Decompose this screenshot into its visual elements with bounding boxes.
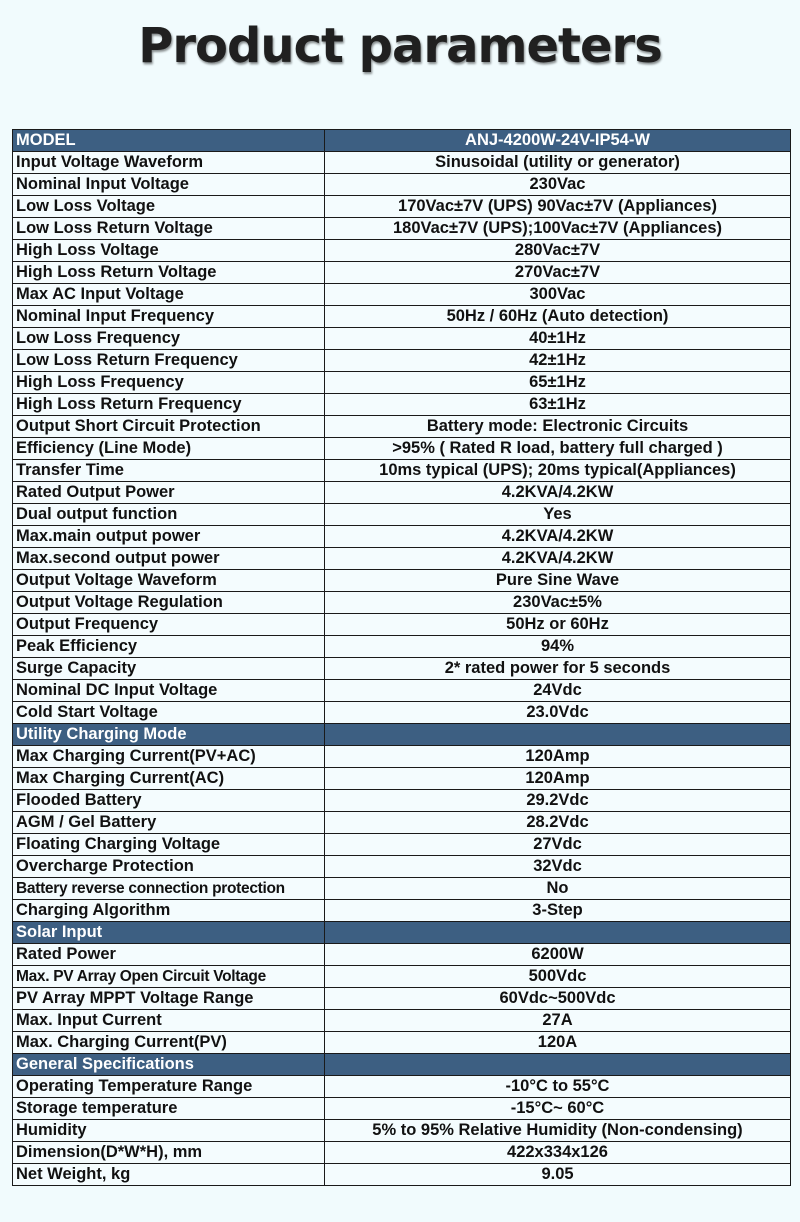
parameter-row [13, 262, 791, 284]
parameter-value: 500Vdc [325, 966, 791, 988]
parameter-row [13, 790, 791, 812]
parameter-row [13, 240, 791, 262]
parameter-value: -15°C~ 60°C [325, 1098, 791, 1120]
parameter-value: 4.2KVA/4.2KW [325, 526, 791, 548]
parameter-value: 40±1Hz [325, 328, 791, 350]
section-header-row [13, 922, 791, 944]
section-heading: Utility Charging Mode [13, 724, 325, 746]
parameter-value: Battery mode: Electronic Circuits [325, 416, 791, 438]
parameter-label: Efficiency (Line Mode) [13, 438, 325, 460]
parameter-row [13, 482, 791, 504]
parameter-label: High Loss Voltage [13, 240, 325, 262]
parameter-label: Peak Efficiency [13, 636, 325, 658]
parameter-row [13, 328, 791, 350]
page-title: Product parameters [138, 18, 662, 74]
parameter-label: High Loss Return Voltage [13, 262, 325, 284]
parameter-value: 23.0Vdc [325, 702, 791, 724]
parameter-value: No [325, 878, 791, 900]
parameter-value: Pure Sine Wave [325, 570, 791, 592]
parameter-value: 120Amp [325, 768, 791, 790]
parameter-value: 94% [325, 636, 791, 658]
parameter-row [13, 768, 791, 790]
parameter-value: 4.2KVA/4.2KW [325, 482, 791, 504]
parameter-row [13, 680, 791, 702]
parameter-value: 180Vac±7V (UPS);100Vac±7V (Appliances) [325, 218, 791, 240]
parameter-row [13, 196, 791, 218]
parameter-row [13, 658, 791, 680]
parameter-row [13, 1076, 791, 1098]
parameter-value: 27Vdc [325, 834, 791, 856]
parameter-label: Max.second output power [13, 548, 325, 570]
parameter-label: High Loss Frequency [13, 372, 325, 394]
parameter-value: 63±1Hz [325, 394, 791, 416]
parameter-label: Max Charging Current(AC) [13, 768, 325, 790]
model-value: ANJ-4200W-24V-IP54-W [325, 130, 791, 152]
parameter-value: >95% ( Rated R load, battery full charged ) [325, 438, 791, 460]
parameter-row [13, 592, 791, 614]
parameter-row [13, 1098, 791, 1120]
parameter-value: 300Vac [325, 284, 791, 306]
parameter-row [13, 1120, 791, 1142]
parameter-value: 50Hz / 60Hz (Auto detection) [325, 306, 791, 328]
parameter-value: -10°C to 55°C [325, 1076, 791, 1098]
parameter-value: 5% to 95% Relative Humidity (Non-condensing) [325, 1120, 791, 1142]
parameter-row [13, 372, 791, 394]
parameter-label: Storage temperature [13, 1098, 325, 1120]
parameter-label: Output Short Circuit Protection [13, 416, 325, 438]
parameter-value: 230Vac±5% [325, 592, 791, 614]
parameter-label: Low Loss Return Voltage [13, 218, 325, 240]
parameter-label: Output Voltage Regulation [13, 592, 325, 614]
parameter-row [13, 636, 791, 658]
parameter-row [13, 856, 791, 878]
parameter-value: 50Hz or 60Hz [325, 614, 791, 636]
parameter-value: 24Vdc [325, 680, 791, 702]
parameter-label: Output Voltage Waveform [13, 570, 325, 592]
parameter-value: 9.05 [325, 1164, 791, 1186]
parameter-label: Cold Start Voltage [13, 702, 325, 724]
parameter-row [13, 1142, 791, 1164]
parameter-value: Yes [325, 504, 791, 526]
parameter-value: Sinusoidal (utility or generator) [325, 152, 791, 174]
parameter-label: Transfer Time [13, 460, 325, 482]
parameter-row [13, 746, 791, 768]
parameter-value: 42±1Hz [325, 350, 791, 372]
parameter-row [13, 504, 791, 526]
parameter-value: 60Vdc~500Vdc [325, 988, 791, 1010]
parameter-label: Nominal Input Frequency [13, 306, 325, 328]
section-heading: General Specifications [13, 1054, 325, 1076]
parameter-value: 65±1Hz [325, 372, 791, 394]
parameter-label: Low Loss Return Frequency [13, 350, 325, 372]
parameter-label: Max. Input Current [13, 1010, 325, 1032]
section-header-row [13, 1054, 791, 1076]
parameter-row [13, 548, 791, 570]
parameter-label: PV Array MPPT Voltage Range [13, 988, 325, 1010]
parameter-row [13, 570, 791, 592]
parameter-row [13, 1010, 791, 1032]
parameter-row [13, 284, 791, 306]
parameter-row [13, 614, 791, 636]
parameter-value: 280Vac±7V [325, 240, 791, 262]
parameter-value: 3-Step [325, 900, 791, 922]
parameter-value: 29.2Vdc [325, 790, 791, 812]
parameter-row [13, 988, 791, 1010]
parameter-value: 170Vac±7V (UPS) 90Vac±7V (Appliances) [325, 196, 791, 218]
parameter-row [13, 702, 791, 724]
parameter-label: Humidity [13, 1120, 325, 1142]
parameter-label: Rated Power [13, 944, 325, 966]
parameter-value: 230Vac [325, 174, 791, 196]
parameter-value: 28.2Vdc [325, 812, 791, 834]
parameter-value: 422x334x126 [325, 1142, 791, 1164]
parameter-row [13, 438, 791, 460]
parameter-row [13, 350, 791, 372]
parameter-value: 120A [325, 1032, 791, 1054]
parameter-label: Max Charging Current(PV+AC) [13, 746, 325, 768]
parameter-row [13, 966, 791, 988]
parameter-label: Dimension(D*W*H), mm [13, 1142, 325, 1164]
parameter-row [13, 1032, 791, 1054]
parameter-value: 27A [325, 1010, 791, 1032]
section-header-row [13, 724, 791, 746]
parameter-label: Low Loss Frequency [13, 328, 325, 350]
parameter-label: Net Weight, kg [13, 1164, 325, 1186]
model-header-row [13, 130, 791, 152]
parameter-value: 32Vdc [325, 856, 791, 878]
parameter-value: 6200W [325, 944, 791, 966]
parameter-row [13, 460, 791, 482]
parameters-table-body [13, 130, 791, 1186]
parameter-label: Overcharge Protection [13, 856, 325, 878]
parameter-row [13, 834, 791, 856]
parameter-label: Output Frequency [13, 614, 325, 636]
section-heading-blank [325, 724, 791, 746]
parameter-row [13, 152, 791, 174]
parameter-label: Charging Algorithm [13, 900, 325, 922]
parameter-label: Nominal Input Voltage [13, 174, 325, 196]
parameter-row [13, 306, 791, 328]
parameter-row [13, 812, 791, 834]
parameter-row [13, 1164, 791, 1186]
parameter-row [13, 174, 791, 196]
parameter-row [13, 878, 791, 900]
parameter-label: Surge Capacity [13, 658, 325, 680]
parameter-label: Dual output function [13, 504, 325, 526]
parameter-label: Nominal DC Input Voltage [13, 680, 325, 702]
section-heading-blank [325, 1054, 791, 1076]
parameter-row [13, 944, 791, 966]
parameter-row [13, 900, 791, 922]
parameter-label: Flooded Battery [13, 790, 325, 812]
parameter-value: 10ms typical (UPS); 20ms typical(Appliances) [325, 460, 791, 482]
parameter-label: High Loss Return Frequency [13, 394, 325, 416]
section-heading-blank [325, 922, 791, 944]
parameter-label: Max.main output power [13, 526, 325, 548]
parameter-row [13, 218, 791, 240]
parameter-row [13, 526, 791, 548]
parameter-row [13, 394, 791, 416]
parameter-label: Operating Temperature Range [13, 1076, 325, 1098]
model-label: MODEL [13, 130, 325, 152]
parameter-label: AGM / Gel Battery [13, 812, 325, 834]
parameter-label: Max. Charging Current(PV) [13, 1032, 325, 1054]
parameter-label: Low Loss Voltage [13, 196, 325, 218]
parameter-label: Rated Output Power [13, 482, 325, 504]
parameter-label: Battery reverse connection protection [13, 878, 325, 900]
section-heading: Solar Input [13, 922, 325, 944]
parameter-value: 120Amp [325, 746, 791, 768]
parameter-value: 2* rated power for 5 seconds [325, 658, 791, 680]
parameter-label: Floating Charging Voltage [13, 834, 325, 856]
parameter-value: 4.2KVA/4.2KW [325, 548, 791, 570]
parameter-label: Input Voltage Waveform [13, 152, 325, 174]
parameter-row [13, 416, 791, 438]
parameter-value: 270Vac±7V [325, 262, 791, 284]
parameter-label: Max AC Input Voltage [13, 284, 325, 306]
parameter-label: Max. PV Array Open Circuit Voltage [13, 966, 325, 988]
parameters-table [12, 129, 791, 1186]
